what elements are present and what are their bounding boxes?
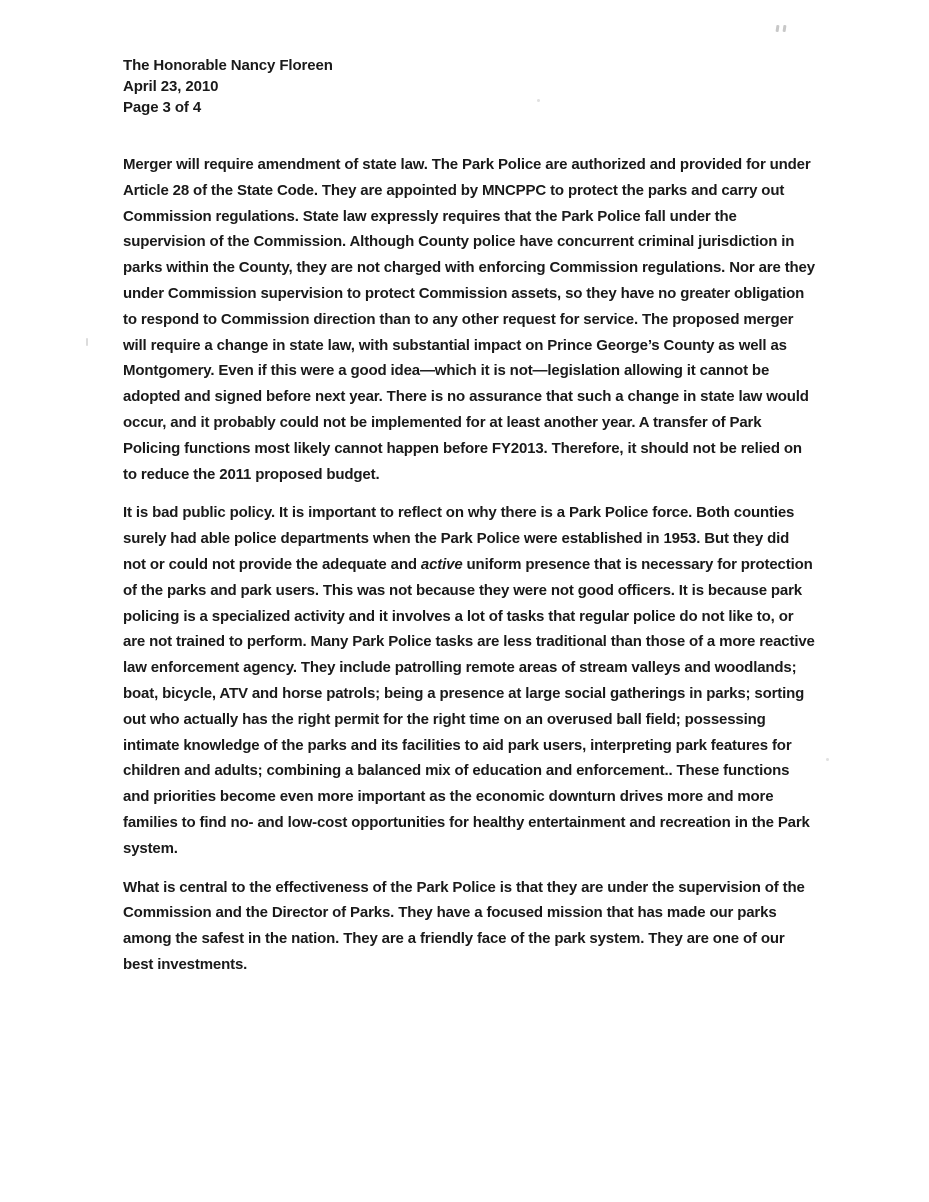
paragraph	[123, 500, 815, 861]
paragraph-segment-bold: It is bad public policy.	[123, 504, 275, 522]
paragraph-segment-bold: Merger will require amendment of state law.	[123, 156, 428, 173]
paragraph-segment-normal: The Park Police are authorized and provided for under Article 28 of the State Code. They are appointed by MNCPPC to protect the parks and carry out Commission regulations. State law expressly requires that the Park Police fall under the supervision of the Commission. Although County police have concurrent criminal jurisdiction in parks within the County, they are not charged with enforcing Commission regulations. Nor are they under Commission supervision to protect Commission assets, so they have no greater obligation to respond to Commission direction than to any other request for service. The proposed merger will require a change in state law, with substantial impact on Prince George’s County as well as Montgomery. Even if this were a good idea—which it is not—legislation allowing it cannot be adopted and signed before next year. There is no assurance that such a change in state law would occur, and it probably could not be implemented for at least another year. A transfer of Park Policing functions most likely cannot happen before FY2013. Therefore, it should not be relied on to reduce the 2011 proposed budget.	[123, 156, 815, 483]
paragraph	[123, 152, 815, 487]
letter-header	[123, 55, 815, 118]
paragraph	[123, 875, 815, 978]
scan-speck	[86, 338, 88, 346]
scan-speck	[783, 25, 787, 32]
paragraph-segment-normal: It is important to reflect on why there is a Park Police force. Both counties surely had able police departments when the Park Police were established in 1953. But they did not or could not provide the adequate and	[123, 504, 795, 573]
paragraph-segment-normal: What is central to the effectiveness of the Park Police is that they are under the supervision of the Commission and the Director of Parks. They have a focused mission that has made our parks among the safest in the nation. They are a friendly face of the park system. They are one of our best investments.	[123, 878, 805, 973]
scan-speck	[776, 25, 780, 32]
paragraph-segment-italic: active	[420, 555, 463, 573]
page-content	[123, 55, 815, 991]
page-number-line: Page 3 of 4	[123, 99, 202, 116]
date-line: April 23, 2010	[123, 78, 219, 95]
letter-body	[123, 152, 815, 978]
scan-speck	[826, 758, 829, 761]
paragraph-segment-normal: uniform presence that is necessary for protection of the parks and park users. This was not because they were not good officers. It is because park policing is a specialized activity and it involves a lot of tasks that regular police do not like to, or are not trained to perform. Many Park Police tasks are less traditional than those of a more reactive law enforcement agency. They include patrolling remote areas of stream valleys and woodlands; boat, bicycle, ATV and horse patrols; being a presence at large social gatherings in parks; sorting out who actually has the right permit for the right time on an overused ball field; possessing intimate knowledge of the parks and its facilities to aid park users, interpreting park features for children and adults; combining a balanced mix of education and enforcement.. These functions and priorities become even more important as the economic downturn drives more and more families to find no- and low-cost opportunities for healthy entertainment and recreation in the Park system.	[123, 555, 815, 857]
recipient-line: The Honorable Nancy Floreen	[123, 57, 333, 74]
